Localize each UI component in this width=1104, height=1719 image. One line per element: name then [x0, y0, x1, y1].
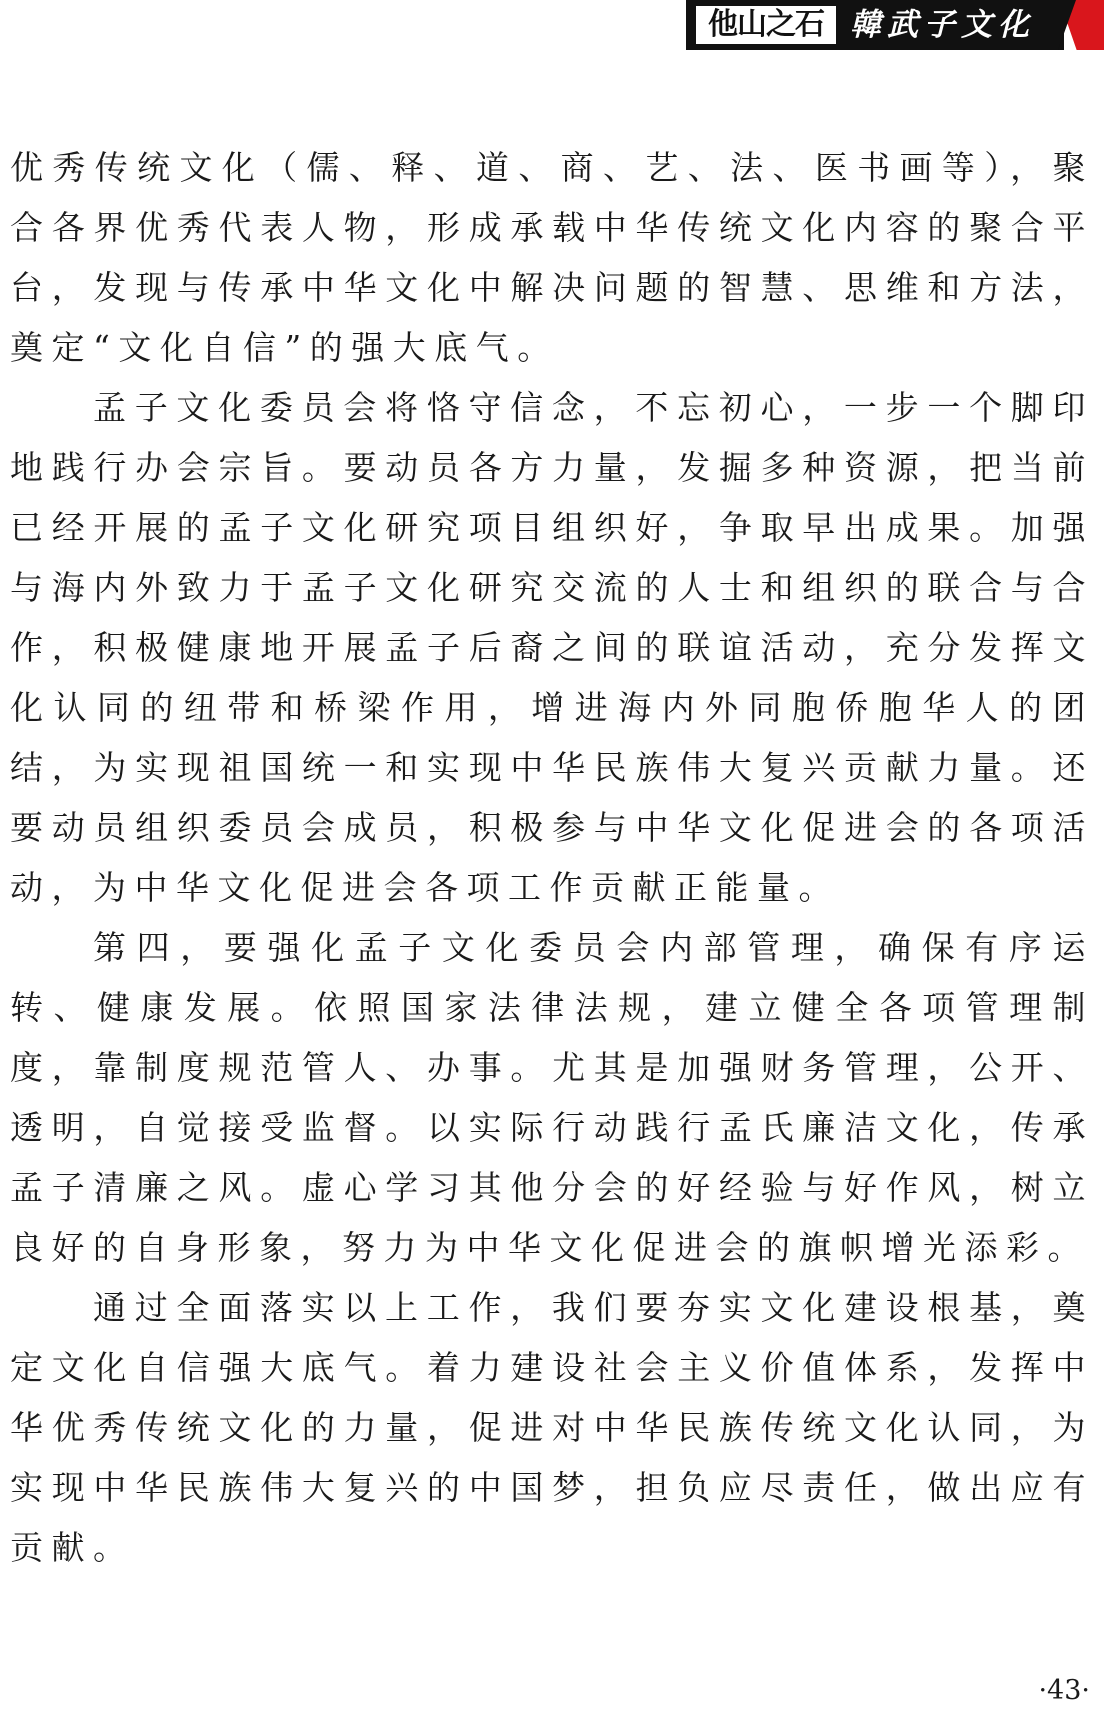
page-number: ·43· [1038, 1675, 1090, 1706]
paragraph-2: 孟子文化委员会将恪守信念，不忘初心，一步一个脚印地践行办会宗旨。要动员各方力量，发掘多种资源，把当前已经开展的孟子文化研究项目组织好，争取早出成果。加强与海内外致力于孟子文化研究交流的人士和组织的联合与合作，积极健康地开展孟子后裔之间的联谊活动，充分发挥文化认同的纽带和桥梁作用，增进海内外同胞侨胞华人的团结，为实现祖国统一和实现中华民族伟大复兴贡献力量。还要动员组织委员会成员，积极参与中华文化促进会的各项活动，为中华文化促进会各项工作贡献正能量。 [10, 388, 1094, 907]
paragraph-4: 通过全面落实以上工作，我们要夯实文化建设根基，奠定文化自信强大底气。着力建设社会主义价值体系，发挥中华优秀传统文化的力量，促进对中华民族传统文化认同，为实现中华民族伟大复兴的中国梦，担负应尽责任，做出应有贡献。 [10, 1288, 1094, 1567]
paragraph-3: 第四，要强化孟子文化委员会内部管理，确保有序运转、健康发展。依照国家法律法规，建立健全各项管理制度，靠制度规范管人、办事。尤其是加强财务管理，公开、透明，自觉接受监督。以实际行动践行孟氏廉洁文化，传承孟子清廉之风。虚心学习其他分会的好经验与好作风，树立良好的自身形象，努力为中华文化促进会的旗帜增光添彩。 [10, 928, 1094, 1267]
paragraph-1: 优秀传统文化（儒、释、道、商、艺、法、医书画等），聚合各界优秀代表人物，形成承载中华传统文化内容的聚合平台，发现与传承中华文化中解决问题的智慧、思维和方法，奠定“文化自信”的强大底气。 [10, 148, 1094, 367]
article-body [10, 138, 1094, 1578]
column-logo: 他山之石 [696, 6, 836, 44]
column-title: 韓武子文化 [850, 7, 1035, 43]
header-banner [686, 0, 1104, 50]
